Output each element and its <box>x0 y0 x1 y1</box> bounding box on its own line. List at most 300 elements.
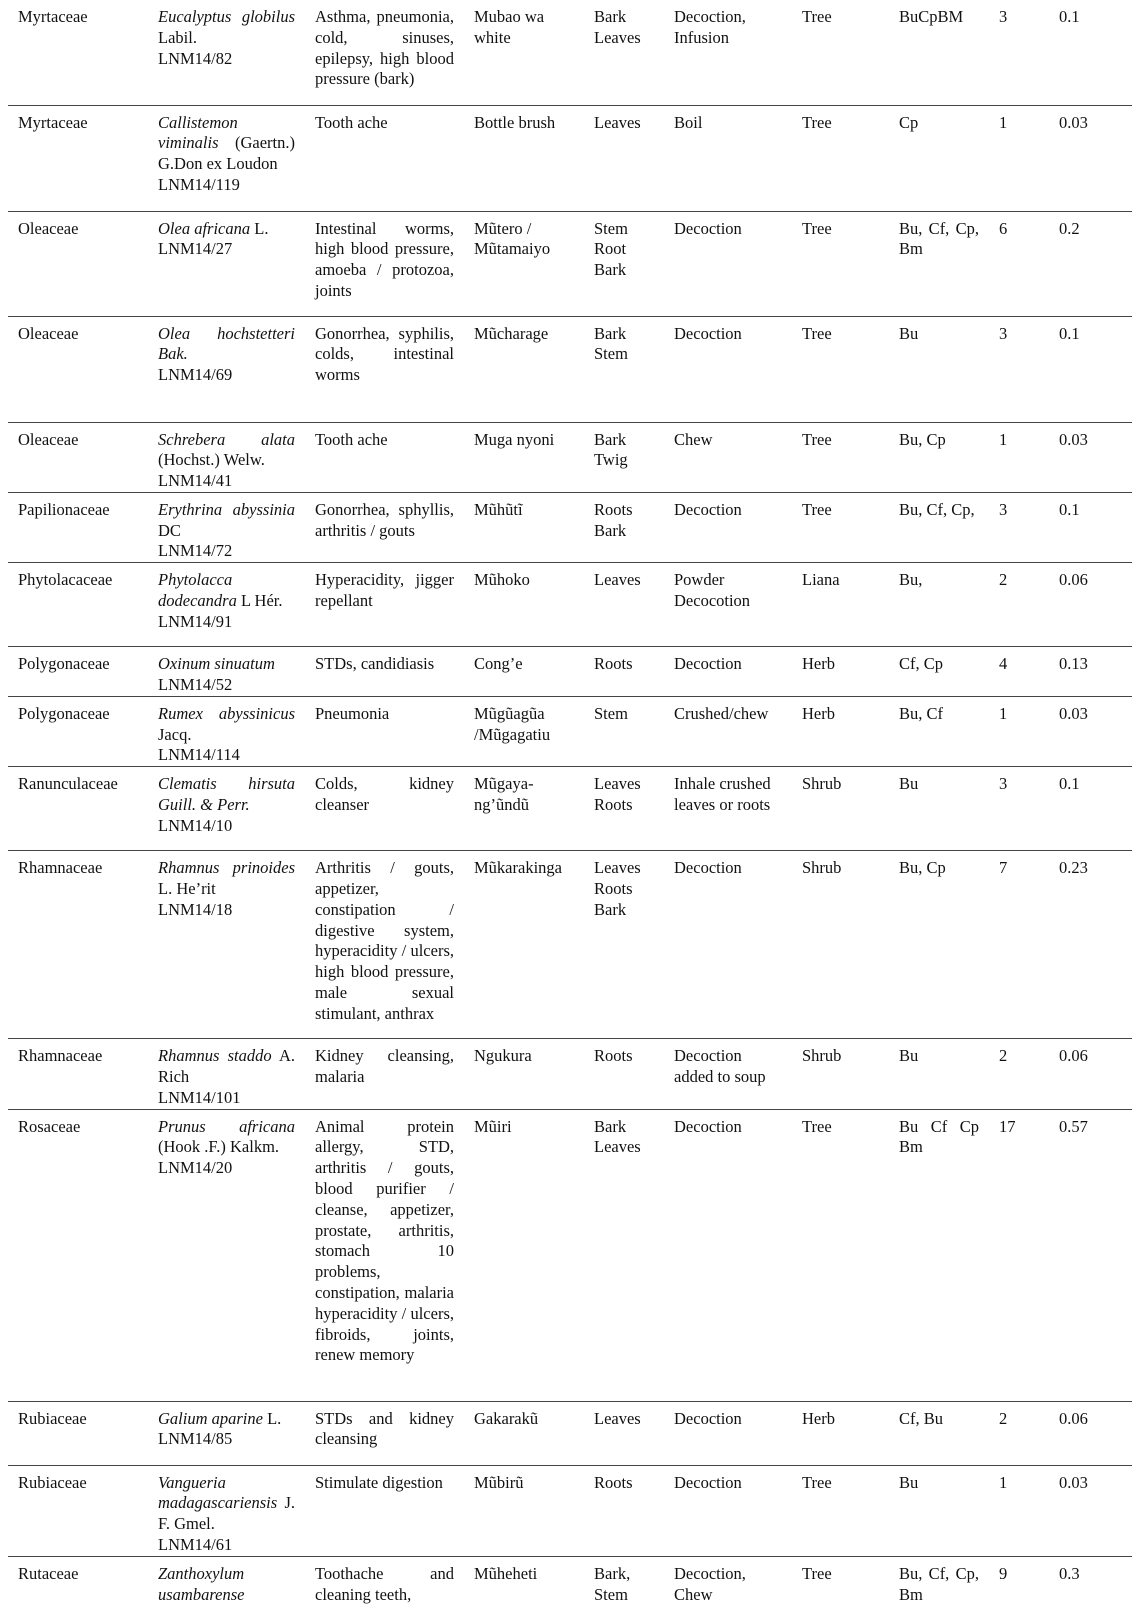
preparation-cell <box>664 1039 792 1109</box>
uses-cell <box>305 0 464 105</box>
species-authority: L Hér. <box>236 591 283 611</box>
medicinal-uses: Colds, kidney cleanser <box>315 774 454 815</box>
uses-cell <box>305 1556 464 1616</box>
uses-cell <box>305 1401 464 1465</box>
part-used-cell <box>584 316 664 422</box>
species-cell <box>148 1039 305 1109</box>
growth-habit: Shrub <box>802 858 842 878</box>
region-cell <box>889 0 989 105</box>
use-value: 0.03 <box>1059 1472 1088 1492</box>
region-cell <box>889 563 989 647</box>
medicinal-uses: Arthritis / gouts, appetizer, constipation / digestive system, hyperacidity / ulcers, high blood pressure, male sexual stimulant, anthrax <box>315 858 454 1023</box>
value-cell <box>1049 563 1132 647</box>
part-used-item: Root <box>594 239 627 259</box>
local-name: Mũheheti <box>474 1563 538 1583</box>
local-name-cell <box>464 1401 584 1465</box>
voucher-number: LNM14/119 <box>158 174 240 194</box>
medicinal-uses: Toothache and cleaning teeth, <box>315 1563 454 1604</box>
local-name-cell <box>464 211 584 316</box>
region-cell <box>889 851 989 1039</box>
preparation-method: Decoction <box>674 323 742 343</box>
scientific-name: Vangueria madagascariensis <box>158 1472 278 1513</box>
part-used-cell <box>584 211 664 316</box>
value-cell <box>1049 1039 1132 1109</box>
preparation-method: Crushed/chew <box>674 703 769 723</box>
plant-table-page <box>8 0 1132 1616</box>
medicinal-uses: Gonorrhea, sphyllis, arthritis / gouts <box>315 499 454 540</box>
use-value: 0.57 <box>1059 1116 1088 1136</box>
local-name-cell <box>464 563 584 647</box>
species-authority: J. F. Gmel. <box>158 1493 295 1534</box>
use-value: 0.06 <box>1059 570 1088 590</box>
part-used-cell <box>584 0 664 105</box>
scientific-name: Erythrina abyssinia <box>158 499 295 519</box>
family-name: Polygonaceae <box>18 654 110 674</box>
part-used-item: Bark <box>594 260 627 280</box>
local-name: Mũiri <box>474 1116 512 1136</box>
part-used-item: Leaves <box>594 27 641 47</box>
region-cell <box>889 316 989 422</box>
value-cell <box>1049 1109 1132 1401</box>
table-row <box>8 211 1132 316</box>
part-used-item: Stem <box>594 1584 628 1604</box>
growth-habit: Tree <box>802 7 832 26</box>
citation-count: 6 <box>999 218 1008 238</box>
species-authority: L. <box>262 1408 282 1428</box>
scientific-name: Prunus africana <box>158 1116 295 1136</box>
table-row <box>8 1556 1132 1616</box>
scientific-name: Olea hochstetteri Bak. <box>158 323 295 364</box>
species-cell <box>148 1465 305 1556</box>
species-authority: Jacq. <box>158 724 192 744</box>
region-codes: Bu, Cf, Cp, Bm <box>899 218 979 259</box>
uses-cell <box>305 851 464 1039</box>
family-name: Phytolacaceae <box>18 570 113 590</box>
value-cell <box>1049 851 1132 1039</box>
voucher-number: LNM14/41 <box>158 471 233 491</box>
count-cell <box>989 696 1049 766</box>
preparation-cell <box>664 422 792 492</box>
citation-count: 1 <box>999 112 1008 132</box>
local-name-cell <box>464 492 584 562</box>
preparation-method: Powder Decocotion <box>674 570 751 611</box>
medicinal-uses: Kidney cleansing, malaria <box>315 1046 454 1087</box>
use-value: 0.3 <box>1059 1563 1080 1583</box>
use-value: 0.1 <box>1059 7 1080 26</box>
citation-count: 3 <box>999 7 1008 26</box>
part-used-item: Bark <box>594 1116 627 1136</box>
species-authority: L. He’rit <box>158 879 216 899</box>
table-row <box>8 767 1132 851</box>
value-cell <box>1049 1401 1132 1465</box>
species-authority: DC <box>158 520 181 540</box>
species-cell <box>148 1556 305 1616</box>
part-used-item: Stem <box>594 218 628 238</box>
local-name: Mũbirũ <box>474 1472 524 1492</box>
family-cell <box>8 696 148 766</box>
family-cell <box>8 1039 148 1109</box>
medicinal-uses: Gonorrhea, syphilis, colds, intestinal worms <box>315 323 454 385</box>
family-cell <box>8 1109 148 1401</box>
family-name: Ranunculaceae <box>18 774 118 794</box>
region-codes: Cp <box>899 112 919 132</box>
species-authority: (Hook .F.) Kalkm. <box>158 1137 280 1157</box>
family-cell <box>8 211 148 316</box>
value-cell <box>1049 0 1132 105</box>
count-cell <box>989 105 1049 211</box>
species-cell <box>148 1109 305 1401</box>
count-cell <box>989 0 1049 105</box>
local-name-cell <box>464 767 584 851</box>
region-codes: Bu, Cf <box>899 703 944 723</box>
part-used-cell <box>584 492 664 562</box>
habit-cell <box>792 1401 889 1465</box>
citation-count: 9 <box>999 1563 1008 1583</box>
habit-cell <box>792 492 889 562</box>
part-used-item: Bark <box>594 323 627 343</box>
part-used-item: Leaves <box>594 774 641 794</box>
citation-count: 4 <box>999 654 1008 674</box>
part-used-item: Bark <box>594 7 627 26</box>
part-used-item: Roots <box>594 654 633 674</box>
count-cell <box>989 851 1049 1039</box>
value-cell <box>1049 105 1132 211</box>
region-cell <box>889 1465 989 1556</box>
preparation-cell <box>664 1465 792 1556</box>
part-used-item: Stem <box>594 703 628 723</box>
growth-habit: Tree <box>802 1472 832 1492</box>
value-cell <box>1049 316 1132 422</box>
citation-count: 1 <box>999 429 1008 449</box>
medicinal-uses: Tooth ache <box>315 112 388 132</box>
species-cell <box>148 696 305 766</box>
use-value: 0.03 <box>1059 429 1088 449</box>
region-codes: Bu <box>899 1046 919 1066</box>
part-used-item: Roots <box>594 499 633 519</box>
citation-count: 3 <box>999 774 1008 794</box>
preparation-method: Boil <box>674 112 703 132</box>
voucher-number: LNM14/69 <box>158 365 233 385</box>
part-used-item: Leaves <box>594 858 641 878</box>
preparation-method: Decoction <box>674 1472 742 1492</box>
uses-cell <box>305 1109 464 1401</box>
region-codes: Bu, Cf, Cp, <box>899 499 975 519</box>
scientific-name: Zanthoxylum usambarense <box>158 1563 245 1604</box>
growth-habit: Tree <box>802 112 832 132</box>
local-name-cell <box>464 0 584 105</box>
voucher-number: LNM14/91 <box>158 611 233 631</box>
preparation-method: Decoction, Infusion <box>674 7 746 47</box>
region-cell <box>889 696 989 766</box>
medicinal-uses: STDs, candidiasis <box>315 654 435 674</box>
count-cell <box>989 492 1049 562</box>
part-used-item: Leaves <box>594 112 641 132</box>
table-row <box>8 1109 1132 1401</box>
value-cell <box>1049 1556 1132 1616</box>
region-codes: Bu <box>899 774 919 794</box>
medicinal-uses: Tooth ache <box>315 429 388 449</box>
citation-count: 17 <box>999 1116 1016 1136</box>
preparation-method: Decoction, Chew <box>674 1563 746 1604</box>
preparation-cell <box>664 0 792 105</box>
use-value: 0.03 <box>1059 703 1088 723</box>
scientific-name: Clematis hirsuta Guill. & Perr. <box>158 774 295 815</box>
region-cell <box>889 1556 989 1616</box>
family-name: Rutaceae <box>18 1563 79 1583</box>
table-row <box>8 105 1132 211</box>
use-value: 0.2 <box>1059 218 1080 238</box>
count-cell <box>989 647 1049 697</box>
preparation-method: Decoction <box>674 1116 742 1136</box>
voucher-number: LNM14/85 <box>158 1429 233 1449</box>
table-row <box>8 1465 1132 1556</box>
region-cell <box>889 422 989 492</box>
part-used-item: Stem <box>594 344 628 364</box>
voucher-number: LNM14/114 <box>158 745 240 765</box>
uses-cell <box>305 647 464 697</box>
use-value: 0.13 <box>1059 654 1088 674</box>
species-cell <box>148 492 305 562</box>
region-cell <box>889 767 989 851</box>
growth-habit: Shrub <box>802 774 842 794</box>
value-cell <box>1049 647 1132 697</box>
medicinal-uses: Animal protein allergy, STD, arthritis / gouts, blood purifier / cleanse, appetizer, prostate, arthritis, stomach 10 problems, constipation, malaria hyperacidity / ulcers, fibroids, joints, renew memory <box>315 1116 454 1365</box>
local-name-cell <box>464 1556 584 1616</box>
family-cell <box>8 105 148 211</box>
preparation-method: Decoction <box>674 499 742 519</box>
value-cell <box>1049 696 1132 766</box>
species-cell <box>148 1401 305 1465</box>
part-used-item: Roots <box>594 795 633 815</box>
uses-cell <box>305 105 464 211</box>
local-name: Ngukura <box>474 1046 532 1066</box>
table-row <box>8 851 1132 1039</box>
part-used-item: Twig <box>594 450 628 470</box>
family-cell <box>8 316 148 422</box>
table-row <box>8 647 1132 697</box>
uses-cell <box>305 316 464 422</box>
preparation-method: Decoction added to soup <box>674 1046 766 1087</box>
family-cell <box>8 0 148 105</box>
growth-habit: Herb <box>802 703 835 723</box>
count-cell <box>989 1109 1049 1401</box>
local-name: Bottle brush <box>474 112 556 132</box>
part-used-cell <box>584 767 664 851</box>
use-value: 0.06 <box>1059 1046 1088 1066</box>
local-name-cell <box>464 422 584 492</box>
family-cell <box>8 1556 148 1616</box>
local-name: Mũhũtĩ <box>474 499 523 519</box>
voucher-number: LNM14/18 <box>158 899 233 919</box>
species-authority: (Hochst.) Welw. <box>158 450 265 470</box>
habit-cell <box>792 1109 889 1401</box>
value-cell <box>1049 422 1132 492</box>
local-name-cell <box>464 316 584 422</box>
part-used-cell <box>584 851 664 1039</box>
part-used-cell <box>584 1401 664 1465</box>
growth-habit: Tree <box>802 218 832 238</box>
preparation-cell <box>664 696 792 766</box>
count-cell <box>989 316 1049 422</box>
local-name: Mũhoko <box>474 570 530 590</box>
region-codes: Bu, Cp <box>899 429 946 449</box>
value-cell <box>1049 1465 1132 1556</box>
preparation-cell <box>664 1556 792 1616</box>
table-row <box>8 492 1132 562</box>
count-cell <box>989 1465 1049 1556</box>
local-name: Mũtero / Mũtamaiyo <box>474 218 551 259</box>
scientific-name: Rumex abyssinicus <box>158 703 295 723</box>
region-cell <box>889 1401 989 1465</box>
habit-cell <box>792 647 889 697</box>
scientific-name: Rhamnus staddo <box>158 1046 272 1066</box>
part-used-item: Roots <box>594 1472 633 1492</box>
uses-cell <box>305 211 464 316</box>
scientific-name: Oxinum sinuatum <box>158 654 275 674</box>
uses-cell <box>305 492 464 562</box>
family-name: Myrtaceae <box>18 112 88 132</box>
species-cell <box>148 316 305 422</box>
family-cell <box>8 492 148 562</box>
preparation-cell <box>664 767 792 851</box>
species-authority: A. Rich <box>158 1046 295 1087</box>
part-used-item: Roots <box>594 1046 633 1066</box>
preparation-method: Decoction <box>674 654 742 674</box>
species-authority: (Gaertn.) G.Don ex Loudon <box>158 133 295 174</box>
species-cell <box>148 767 305 851</box>
habit-cell <box>792 105 889 211</box>
uses-cell <box>305 696 464 766</box>
part-used-cell <box>584 1556 664 1616</box>
medicinal-uses: Hyperacidity, jigger repellant <box>315 570 454 611</box>
voucher-number: LNM14/52 <box>158 675 233 695</box>
count-cell <box>989 422 1049 492</box>
habit-cell <box>792 851 889 1039</box>
scientific-name: Eucalyptus globilus <box>158 7 295 26</box>
use-value: 0.1 <box>1059 323 1080 343</box>
family-name: Papilionaceae <box>18 499 110 519</box>
table-row <box>8 422 1132 492</box>
family-cell <box>8 1401 148 1465</box>
preparation-cell <box>664 851 792 1039</box>
growth-habit: Tree <box>802 1116 832 1136</box>
citation-count: 2 <box>999 570 1008 590</box>
use-value: 0.23 <box>1059 858 1088 878</box>
species-authority: L. <box>250 218 269 238</box>
region-codes: Cf, Cp <box>899 654 944 674</box>
scientific-name: Schrebera alata <box>158 429 295 449</box>
use-value: 0.03 <box>1059 112 1088 132</box>
medicinal-uses: Pneumonia <box>315 703 390 723</box>
table-row <box>8 316 1132 422</box>
region-codes: Bu Cf Cp Bm <box>899 1116 979 1157</box>
citation-count: 1 <box>999 703 1008 723</box>
family-cell <box>8 422 148 492</box>
local-name: Mũgũagũa /Mũgagatiu <box>474 703 551 744</box>
preparation-cell <box>664 316 792 422</box>
preparation-cell <box>664 1109 792 1401</box>
part-used-cell <box>584 563 664 647</box>
table-row <box>8 1401 1132 1465</box>
local-name-cell <box>464 105 584 211</box>
region-codes: Bu, <box>899 570 923 590</box>
local-name: Muga nyoni <box>474 429 555 449</box>
medicinal-uses: Asthma, pneumonia, cold, sinuses, epilepsy, high blood pressure (bark) <box>315 7 454 89</box>
scientific-name: Olea africana <box>158 218 251 238</box>
citation-count: 3 <box>999 499 1008 519</box>
local-name-cell <box>464 647 584 697</box>
ethnobotany-table <box>8 0 1132 1616</box>
growth-habit: Liana <box>802 570 840 590</box>
table-row <box>8 696 1132 766</box>
region-codes: Bu, Cf, Cp, Bm <box>899 1563 979 1604</box>
growth-habit: Tree <box>802 499 832 519</box>
local-name-cell <box>464 1109 584 1401</box>
voucher-number: LNM14/82 <box>158 48 233 68</box>
part-used-item: Bark, <box>594 1563 631 1583</box>
region-codes: Bu, Cp <box>899 858 946 878</box>
species-cell <box>148 105 305 211</box>
species-cell <box>148 211 305 316</box>
uses-cell <box>305 422 464 492</box>
citation-count: 7 <box>999 858 1008 878</box>
habit-cell <box>792 422 889 492</box>
family-name: Rosaceae <box>18 1116 81 1136</box>
region-codes: Cf, Bu <box>899 1408 944 1428</box>
citation-count: 2 <box>999 1408 1008 1428</box>
value-cell <box>1049 492 1132 562</box>
preparation-cell <box>664 1401 792 1465</box>
region-codes: BuCpBM <box>899 7 964 26</box>
part-used-item: Leaves <box>594 1137 641 1157</box>
table-body <box>8 0 1132 1616</box>
medicinal-uses: STDs and kidney cleansing <box>315 1408 454 1449</box>
scientific-name: Rhamnus prinoides <box>158 858 295 878</box>
table-row <box>8 563 1132 647</box>
preparation-method: Chew <box>674 429 713 449</box>
count-cell <box>989 767 1049 851</box>
preparation-cell <box>664 563 792 647</box>
voucher-number: LNM14/101 <box>158 1087 241 1107</box>
preparation-cell <box>664 105 792 211</box>
voucher-number: LNM14/20 <box>158 1158 233 1178</box>
local-name: Mũgaya-ng’ũndũ <box>474 774 534 815</box>
family-name: Rhamnaceae <box>18 1046 103 1066</box>
part-used-item: Leaves <box>594 570 641 590</box>
preparation-method: Decoction <box>674 1408 742 1428</box>
habit-cell <box>792 1465 889 1556</box>
family-name: Myrtaceae <box>18 7 88 26</box>
species-cell <box>148 0 305 105</box>
growth-habit: Shrub <box>802 1046 842 1066</box>
voucher-number: LNM14/61 <box>158 1535 233 1555</box>
family-name: Oleaceae <box>18 323 79 343</box>
preparation-cell <box>664 492 792 562</box>
preparation-method: Inhale crushed leaves or roots <box>674 774 771 815</box>
growth-habit: Herb <box>802 1408 835 1428</box>
region-cell <box>889 647 989 697</box>
species-cell <box>148 647 305 697</box>
family-cell <box>8 563 148 647</box>
family-cell <box>8 1465 148 1556</box>
preparation-cell <box>664 211 792 316</box>
family-name: Rubiaceae <box>18 1408 87 1428</box>
medicinal-uses: Stimulate digestion <box>315 1472 443 1492</box>
local-name-cell <box>464 1465 584 1556</box>
local-name-cell <box>464 851 584 1039</box>
habit-cell <box>792 0 889 105</box>
voucher-number: LNM14/72 <box>158 541 233 561</box>
